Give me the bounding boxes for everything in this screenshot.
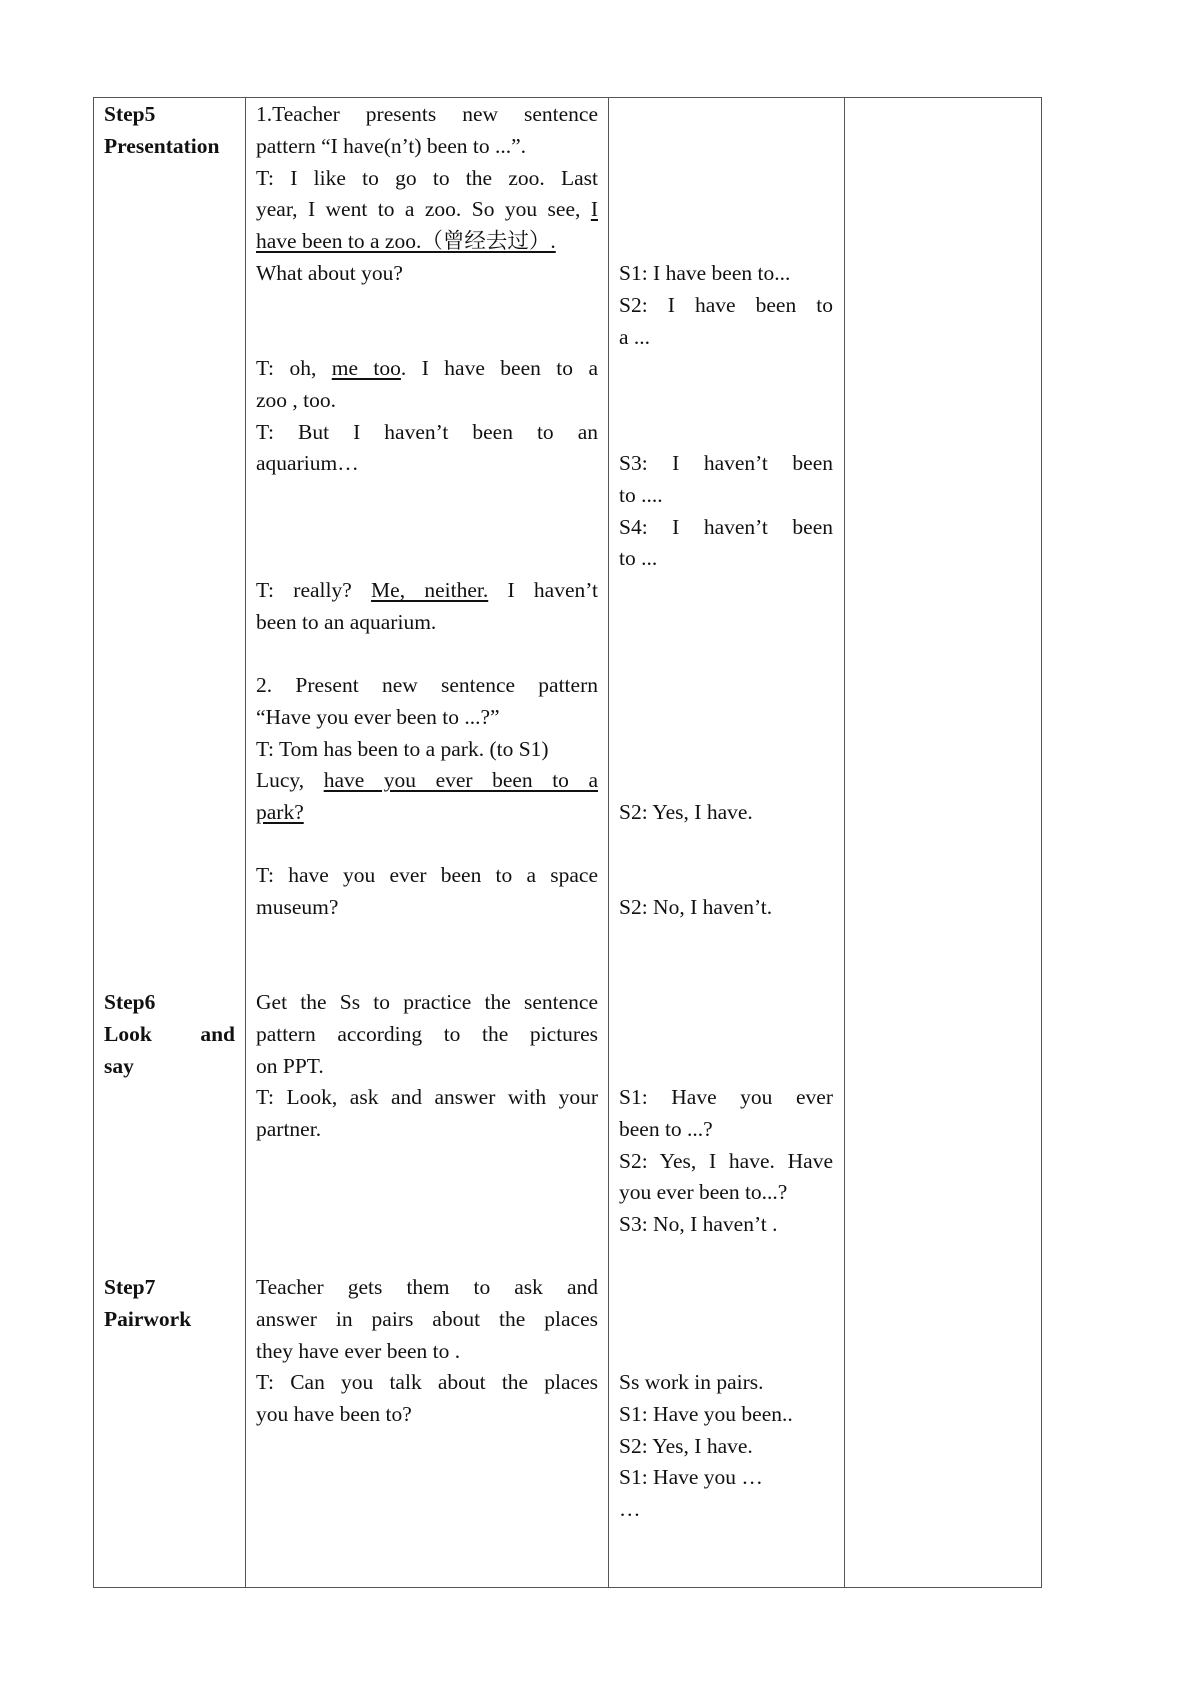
step5-student-activity [619, 797, 833, 829]
step5-label [104, 99, 235, 163]
step6-title: Look and [104, 1021, 235, 1046]
text-run: I haven’t [488, 578, 598, 602]
text-line: S3: No, I haven’t . [619, 1212, 778, 1237]
text-line: T: Can you talk about the places [256, 1370, 598, 1395]
underlined-text: Me, neither. [371, 578, 489, 602]
step6-title: say [104, 1053, 134, 1078]
step7-teacher-activity [256, 1272, 598, 1431]
text-line: they have ever been to . [256, 1338, 461, 1363]
text-line: T: I like to go to the zoo. Last [256, 165, 598, 190]
text-line: S1: I have been to... [619, 261, 791, 285]
text-line [256, 765, 598, 797]
step6-student-activity [619, 1082, 833, 1241]
text-line: S1: Have you been.. [619, 1401, 793, 1426]
text-run: Lucy, [256, 768, 324, 793]
underlined-text: I [590, 197, 598, 222]
step7-student-activity [619, 1367, 833, 1526]
text-line: museum? [256, 894, 339, 919]
text-line [256, 353, 598, 385]
text-line: S2: Yes, I have. [619, 1433, 753, 1458]
text-line: aquarium… [256, 451, 359, 476]
text-line: S4: I haven’t been [619, 514, 833, 539]
underlined-text: park? [256, 800, 304, 825]
column-divider [245, 97, 246, 1588]
step7-name: Step7 [104, 1275, 156, 1299]
text-line: pattern according to the pictures [256, 1021, 598, 1046]
step6-teacher-activity [256, 987, 598, 1146]
text-line: Teacher gets them to ask and [256, 1275, 598, 1299]
text-line: a ... [619, 324, 651, 349]
column-divider [844, 97, 845, 1588]
step5-teacher-activity [256, 353, 598, 480]
step5-teacher-activity [256, 99, 598, 290]
text-line: Get the Ss to practice the sentence [256, 990, 598, 1014]
text-line: on PPT. [256, 1053, 324, 1078]
step5-name: Step5 [104, 102, 156, 126]
text-line: S2: I have been to [619, 292, 833, 317]
text-line: S1: Have you … [619, 1465, 763, 1490]
text-run: T: really? [256, 578, 372, 602]
text-line: you ever been to...? [619, 1180, 788, 1205]
text-line: Ss work in pairs. [619, 1370, 764, 1394]
text-line: 1.Teacher presents new sentence [256, 102, 598, 126]
underlined-text: have been to a zoo.（曾经去过）. [256, 229, 556, 254]
text-line: zoo , too. [256, 387, 337, 412]
column-divider [608, 97, 609, 1588]
step5-teacher-activity [256, 860, 598, 924]
step5-teacher-activity [256, 575, 598, 639]
text-line: S1: Have you ever [619, 1085, 833, 1109]
step6-name: Step6 [104, 990, 156, 1014]
text-line: to ... [619, 546, 658, 571]
step7-title: Pairwork [104, 1306, 192, 1331]
step5-title: Presentation [104, 133, 220, 158]
text-line: S2: Yes, I have. [619, 800, 753, 824]
text-line [256, 194, 598, 226]
text-line: T: Look, ask and answer with your [256, 1085, 598, 1110]
step7-label [104, 1272, 235, 1336]
step6-label [104, 987, 235, 1082]
underlined-text: me too [331, 356, 401, 380]
step5-teacher-activity [256, 670, 598, 829]
text-line: been to an aquarium. [256, 609, 437, 634]
text-line: partner. [256, 1117, 322, 1142]
text-line: 2. Present new sentence pattern [256, 673, 598, 697]
step5-student-activity [619, 892, 833, 924]
text-line [256, 575, 598, 607]
text-line: S3: I haven’t been [619, 451, 833, 475]
text-line: What about you? [256, 260, 403, 285]
text-line: you have been to? [256, 1402, 412, 1427]
text-line: S2: No, I haven’t. [619, 895, 773, 919]
text-line: pattern “I have(n’t) been to ...”. [256, 133, 527, 158]
text-line: been to ...? [619, 1116, 713, 1141]
step5-student-activity [619, 448, 833, 575]
underlined-text: have you ever been to a [323, 768, 598, 793]
text-run: T: oh, [256, 356, 332, 380]
text-line: … [619, 1497, 641, 1522]
text-line: to .... [619, 482, 663, 507]
text-line: answer in pairs about the places [256, 1306, 598, 1331]
text-line: T: But I haven’t been to an [256, 419, 598, 444]
step5-student-activity [619, 258, 833, 353]
text-line: S2: Yes, I have. Have [619, 1148, 833, 1173]
text-run: . I have been to a [400, 356, 598, 380]
text-line: T: Tom has been to a park. (to S1) [256, 736, 549, 761]
text-line: T: have you ever been to a space [256, 863, 598, 887]
text-line: “Have you ever been to ...?” [256, 704, 500, 729]
text-run: year, I went to a zoo. So you see, [256, 197, 591, 222]
